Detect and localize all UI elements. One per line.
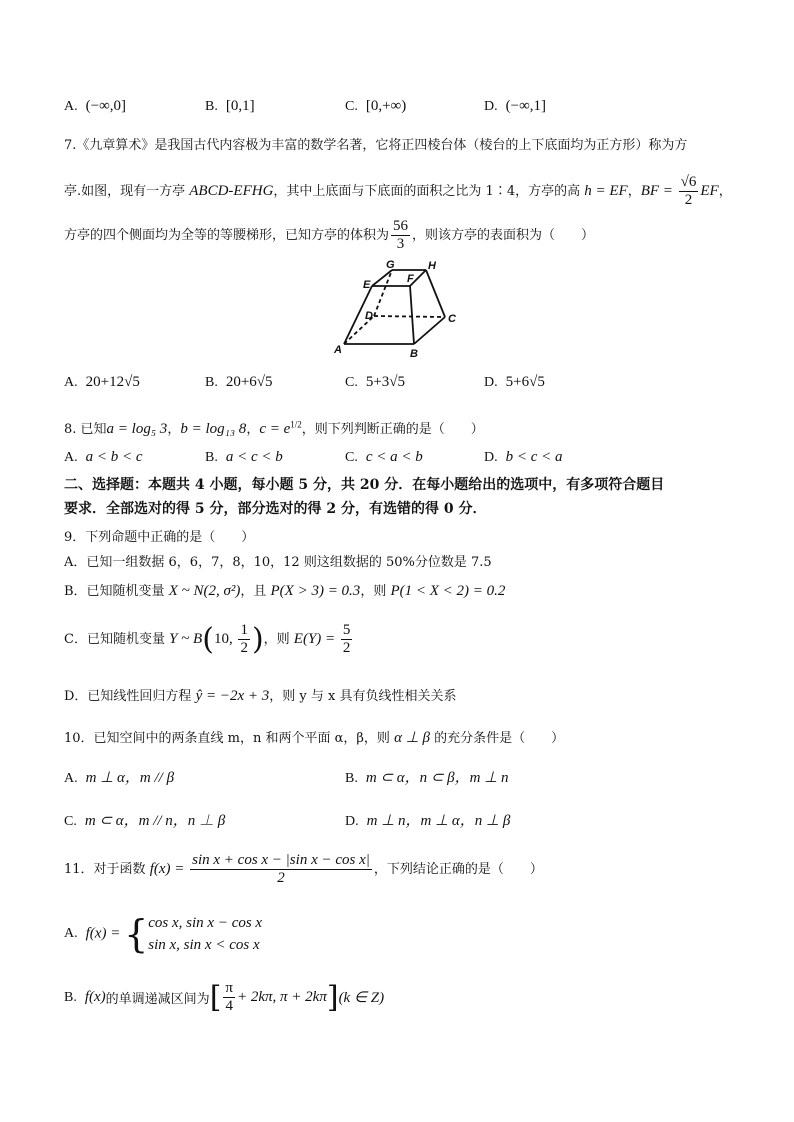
math: E(Y) = bbox=[293, 631, 339, 647]
text: 8. 已知 bbox=[64, 422, 107, 437]
label-c: C bbox=[448, 313, 456, 325]
text: ， bbox=[718, 184, 732, 199]
q6-option-b bbox=[205, 98, 255, 115]
q8-option-b bbox=[205, 449, 283, 466]
option-text: m ⊥ α，m // β bbox=[85, 770, 175, 786]
denominator: 2 bbox=[277, 870, 285, 886]
q9-option-d bbox=[64, 685, 456, 705]
fraction bbox=[341, 622, 353, 657]
option-text: [0,1] bbox=[225, 98, 255, 114]
numerator: π bbox=[225, 980, 233, 996]
fraction bbox=[223, 980, 235, 1015]
fraction bbox=[190, 852, 372, 887]
option-text: (−∞,0] bbox=[85, 98, 127, 114]
q11-stem bbox=[64, 852, 543, 887]
numerator: 1 bbox=[240, 622, 248, 638]
q7-option-b bbox=[205, 374, 273, 391]
math: Y ~ B bbox=[169, 631, 203, 647]
q7-line2 bbox=[64, 174, 732, 209]
option-label: A. bbox=[64, 99, 78, 114]
exponent: 1/2 bbox=[290, 419, 302, 430]
fraction bbox=[391, 218, 410, 253]
option-text: m ⊂ α，n ⊂ β，m ⊥ n bbox=[365, 770, 509, 786]
label-e: E bbox=[363, 279, 371, 291]
q9-option-c bbox=[64, 622, 354, 657]
label-g: G bbox=[386, 259, 395, 271]
fraction bbox=[238, 622, 250, 657]
option-text: 20+6√5 bbox=[225, 374, 273, 390]
math: ABCD-EFHG bbox=[189, 183, 274, 199]
q8-option-a bbox=[64, 449, 143, 466]
edge-ch bbox=[426, 270, 445, 317]
text: 的单调递减区间为 bbox=[105, 992, 210, 1007]
option-text: b < c < a bbox=[505, 449, 563, 465]
label-b: B bbox=[410, 348, 418, 360]
q7-option-d bbox=[484, 374, 545, 391]
edge-dc bbox=[374, 316, 445, 317]
text: ， bbox=[167, 422, 181, 437]
denominator: 3 bbox=[396, 236, 405, 252]
option-label: B. bbox=[205, 375, 218, 390]
q7-line1: 7.《九章算术》是我国古代内容极为丰富的数学名著，它将正四棱台体（棱台的上下底面均为正方形）称为方 bbox=[64, 138, 688, 153]
denominator: 2 bbox=[684, 192, 693, 208]
option-text: 5+6√5 bbox=[505, 374, 545, 390]
math: f(x) = bbox=[85, 925, 125, 942]
option-label: A. bbox=[64, 375, 78, 390]
option-label: D. bbox=[484, 99, 498, 114]
text: 10．已知空间中的两条直线 m，n 和两个平面 α，β，则 bbox=[64, 731, 395, 746]
text: 的充分条件是（ ） bbox=[430, 731, 565, 746]
math: BF = bbox=[640, 183, 677, 199]
math: + 2kπ, π + 2kπ bbox=[236, 989, 327, 1005]
q6-option-d bbox=[484, 98, 546, 115]
text: D．已知线性回归方程 bbox=[64, 689, 196, 704]
q10-option-b bbox=[345, 766, 509, 787]
option-text: m ⊂ α，m // n，n ⊥ β bbox=[84, 813, 226, 829]
option-label: A. bbox=[64, 771, 78, 786]
option-label: A. bbox=[64, 450, 78, 465]
math: f(x) bbox=[84, 989, 106, 1005]
option-label: B. bbox=[345, 771, 358, 786]
option-text: 20+12√5 bbox=[85, 374, 140, 390]
text: 11．对于函数 bbox=[64, 862, 150, 877]
text: ，则 y 与 x 具有负线性相关关系 bbox=[269, 689, 457, 704]
edge-bc bbox=[414, 317, 445, 344]
text: ， bbox=[627, 184, 641, 199]
q9-option-b bbox=[64, 580, 505, 600]
option-label: C. bbox=[345, 375, 358, 390]
q11-option-a bbox=[64, 912, 262, 956]
option-text: c < a < b bbox=[365, 449, 423, 465]
label-a: A bbox=[334, 344, 342, 356]
q7-option-a bbox=[64, 374, 140, 391]
math: EF bbox=[700, 183, 719, 199]
q8-option-d bbox=[484, 449, 563, 466]
frustum-figure bbox=[330, 258, 465, 360]
text: 亭.如图，现有一方亭 bbox=[64, 184, 190, 199]
left-brace: { bbox=[124, 912, 149, 956]
option-text: [0,+∞) bbox=[365, 98, 407, 114]
text: ，则 bbox=[360, 584, 391, 599]
option-text: 5+3√5 bbox=[365, 374, 406, 390]
option-label: D. bbox=[484, 450, 498, 465]
option-label: C. bbox=[345, 450, 358, 465]
text: C．已知随机变量 bbox=[64, 632, 170, 647]
math: f(x) = bbox=[149, 861, 189, 877]
option-label: C. bbox=[345, 99, 358, 114]
q6-option-c bbox=[345, 98, 406, 115]
denominator: 2 bbox=[342, 640, 351, 656]
edge-bf bbox=[410, 286, 414, 344]
option-label: D. bbox=[345, 814, 359, 829]
denominator: 2 bbox=[240, 640, 248, 656]
bracket-open: [ bbox=[209, 980, 222, 1015]
math: (k ∈ Z) bbox=[338, 990, 385, 1006]
q10-option-a bbox=[64, 766, 174, 787]
q7-line3 bbox=[64, 218, 594, 253]
text: ，则 bbox=[263, 632, 294, 647]
option-text: a < b < c bbox=[85, 449, 143, 465]
case-2: sin x, sin x < cos x bbox=[148, 937, 260, 953]
paren-open: ( bbox=[202, 622, 214, 657]
text: ， bbox=[246, 422, 260, 437]
option-text: (−∞,1] bbox=[505, 98, 547, 114]
text: ，其中上底面与下底面的面积之比为 1∶4，方亭的高 bbox=[273, 184, 585, 199]
math: 10, bbox=[213, 631, 237, 647]
q8-stem bbox=[64, 418, 484, 438]
q10-option-d bbox=[345, 809, 510, 830]
q8-option-c bbox=[345, 449, 423, 466]
option-label: A. bbox=[64, 926, 78, 941]
option-text: a < c < b bbox=[225, 449, 283, 465]
numerator: sin x + cos x − |sin x − cos x| bbox=[192, 852, 370, 868]
math: c = e bbox=[259, 421, 291, 437]
math: P(X > 3) = 0.3 bbox=[270, 583, 361, 599]
q9-option-a: A．已知一组数据 6，6，7，8，10，12 则这组数据的 50%分位数是 7.5 bbox=[64, 555, 492, 570]
option-label: D. bbox=[484, 375, 498, 390]
math: a = log₅ 3 bbox=[106, 421, 168, 437]
section2-line2: 要求．全部选对的得 5 分，部分选对的得 2 分，有选错的得 0 分． bbox=[64, 501, 487, 517]
option-label: B. bbox=[64, 989, 77, 1005]
text: 方亭的四个侧面均为全等的等腰梯形，已知方亭的体积为 bbox=[64, 228, 390, 243]
math: X ~ N(2, σ²) bbox=[168, 583, 241, 599]
math: ŷ = −2x + 3 bbox=[195, 688, 270, 704]
case-1: cos x, sin x − cos x bbox=[148, 915, 263, 931]
math: h = EF bbox=[584, 183, 628, 199]
option-text: m ⊥ n，m ⊥ α，n ⊥ β bbox=[366, 813, 511, 829]
option-label: B. bbox=[205, 450, 218, 465]
piecewise-cases bbox=[148, 912, 262, 956]
fraction bbox=[679, 174, 699, 209]
text: B．已知随机变量 bbox=[64, 584, 169, 599]
bracket-close: ] bbox=[326, 980, 339, 1015]
math: P(1 < X < 2) = 0.2 bbox=[390, 583, 506, 599]
edge-eg bbox=[372, 270, 392, 286]
q6-option-a bbox=[64, 98, 126, 115]
section2-line1: 二、选择题：本题共 4 小题，每小题 5 分，共 20 分．在每小题给出的选项中，有多项符合题目 bbox=[64, 477, 665, 493]
numerator: 5 bbox=[342, 622, 351, 638]
q9-stem: 9．下列命题中正确的是（ ） bbox=[64, 530, 255, 545]
q10-stem bbox=[64, 727, 564, 747]
label-f: F bbox=[407, 273, 414, 285]
q7-option-c bbox=[345, 374, 405, 391]
denominator: 4 bbox=[225, 998, 233, 1014]
q10-option-c bbox=[64, 809, 225, 830]
q11-option-b bbox=[64, 980, 384, 1015]
math: α ⊥ β bbox=[394, 730, 430, 746]
text: ，下列结论正确的是（ ） bbox=[373, 862, 543, 877]
option-label: B. bbox=[205, 99, 218, 114]
numerator: 56 bbox=[393, 218, 409, 234]
paren-close: ) bbox=[251, 622, 264, 657]
text: ，则下列判断正确的是（ ） bbox=[301, 422, 484, 437]
text: ，则该方亭的表面积为（ ） bbox=[412, 228, 595, 243]
text: ，且 bbox=[240, 584, 271, 599]
math: b = log₁₃ 8 bbox=[180, 421, 247, 437]
label-h: H bbox=[428, 260, 436, 272]
option-label: C. bbox=[64, 814, 77, 829]
label-d: D bbox=[365, 310, 373, 322]
numerator: √6 bbox=[680, 174, 697, 190]
